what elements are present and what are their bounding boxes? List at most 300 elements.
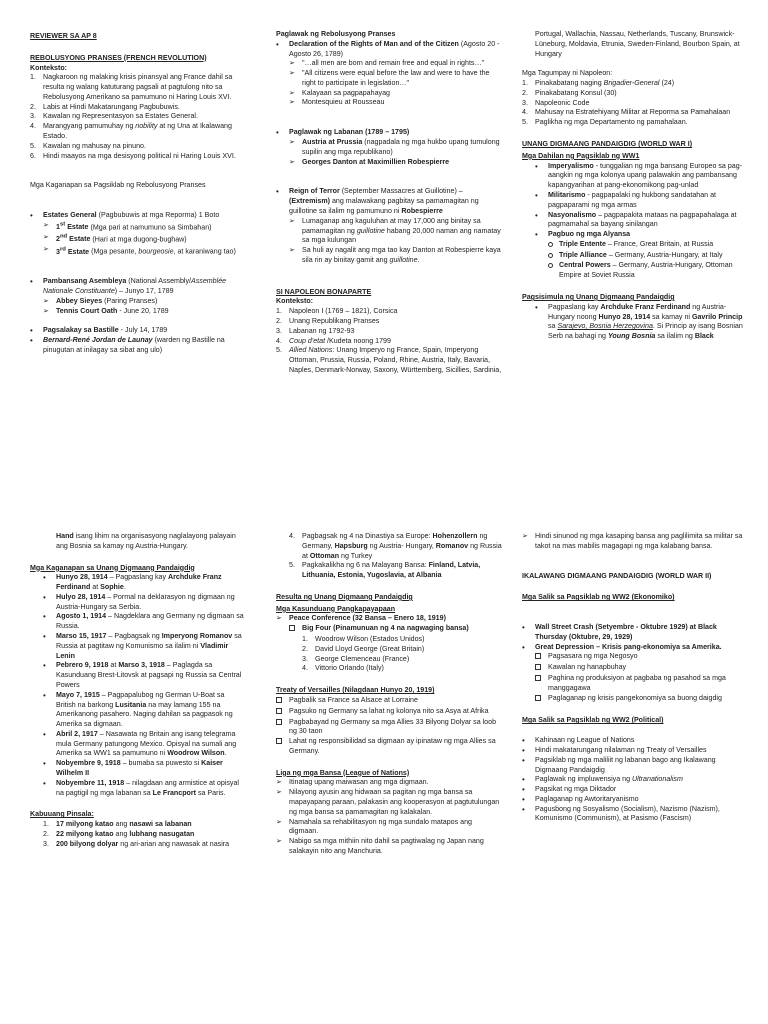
list-item — [30, 691, 245, 730]
list-item-text: Paghina ng produksiyon at pagbaba ng pasahod sa mga manggagawa — [548, 674, 726, 692]
list-item-text: Estates General (Pagbubuwis at mga Reporma) 1 Boto — [43, 211, 220, 220]
list-item-text: Coup d'etat /Kudeta noong 1799 — [289, 336, 391, 345]
section-heading: Paglawak ng Rebolusyong Pranses — [276, 30, 396, 38]
list-number: 6. — [30, 151, 36, 160]
spacer — [30, 267, 245, 277]
list-number: 2. — [276, 316, 282, 325]
list-number: 1. — [276, 307, 282, 316]
list-item — [30, 277, 245, 297]
arrow-bullet-icon: ➢ — [289, 158, 295, 166]
list-item — [30, 142, 245, 152]
list-item-text: Pagsasara ng mga Negosyo — [548, 652, 638, 661]
list-item — [276, 718, 502, 738]
bullet-icon: • — [43, 612, 46, 622]
arrow-bullet-icon: ➢ — [43, 221, 49, 229]
list-item — [276, 635, 502, 645]
list-item-text: "…all men are born and remain free and equal in rights…" — [302, 59, 485, 68]
spacer — [522, 581, 744, 591]
list-item — [276, 337, 502, 347]
bullet-icon: • — [43, 573, 46, 583]
bullet-icon: • — [535, 210, 538, 220]
list-item — [522, 191, 744, 211]
bottom-column-3 — [522, 532, 744, 824]
list-item — [276, 645, 502, 655]
list-item-text: Hulyo 28, 1914 – Pormal na deklarasyon ng digmaan ng Austria-Hungary sa Serbia. — [56, 592, 235, 611]
list-item — [522, 785, 744, 795]
top-column-1 — [30, 30, 245, 356]
list-number: 4. — [289, 532, 295, 540]
list-item — [30, 73, 245, 102]
list-item-text: Imperyalismo - tunggalian ng mga bansang Europeo sa pag-aangkin ng mga kolonya upang palawakin ang pambansang kapangyarihan at pang-ekonomikong pag-unlad — [548, 161, 743, 190]
list-item — [522, 795, 744, 805]
arrow-bullet-icon: ➢ — [43, 234, 49, 242]
section-heading: Pagsisimula ng Unang Digmaang Pandaigdig — [522, 292, 675, 301]
list-item-text: 3rd Estate (Mga pesante, bourgeosie, at karaniwang tao) — [56, 246, 236, 256]
spacer — [522, 603, 744, 613]
list-item-text: Montesquieu at Rousseau — [302, 98, 385, 107]
list-item-text: Pagbalik sa France sa Alsace at Lorraine — [289, 695, 418, 704]
list-item — [522, 303, 744, 342]
list-item-text: Paglawak ng Labanan (1789 – 1795) — [289, 128, 410, 137]
list-item — [30, 661, 245, 690]
bullet-icon: • — [43, 690, 46, 700]
list-item-text: George Clemenceau (France) — [315, 654, 410, 663]
section-heading: Mga Kaganapan sa Unang Digmaang Pandaigdig — [30, 563, 195, 572]
bullet-icon: • — [522, 755, 525, 765]
list-item-text: Nobyembre 9, 1918 – bumaba sa puwesto si Kaiser Wilhelm II — [56, 759, 223, 777]
spacer — [30, 161, 245, 171]
list-item-text: Nilayong ayusin ang hidwaan sa pagitan ng mga bansa sa mapayapang paraan, palakasin ang kooperasyon at pagtutulungan ng mga bansa sa pamamagitan ng kalakalan. — [289, 788, 500, 816]
list-item — [276, 778, 502, 788]
bullet-icon: • — [43, 592, 46, 602]
list-number: 5. — [522, 118, 528, 127]
list-item — [30, 759, 245, 779]
arrow-bullet-icon: ➢ — [276, 818, 282, 826]
list-item-text: Vittorio Orlando (Italy) — [315, 664, 384, 673]
list-item — [30, 221, 245, 233]
list-item — [522, 89, 744, 99]
spacer — [30, 191, 245, 201]
list-item-text: Big Four (Pinamunuan ng 4 na nagwaging bansa) — [302, 624, 469, 633]
circle-bullet-icon — [548, 261, 559, 272]
list-item — [522, 108, 744, 118]
list-item — [522, 736, 744, 746]
list-item-text: Central Powers – Germany, Austria-Hungary, Ottoman Empire at Soviet Russia — [559, 261, 733, 280]
list-item — [276, 59, 502, 69]
list-item-text: Nagkaroon ng malaking krisis pinansyal ang France dahil sa resulta ng walang katuturang pagsali at pagtulong nito sa Rebolusyong Amerikano sa pamumuno ni Haring Louis XVI. — [43, 73, 233, 101]
list-item — [30, 532, 245, 552]
list-item — [30, 593, 245, 613]
spacer — [276, 674, 502, 684]
bullet-icon: • — [30, 326, 33, 336]
list-item — [276, 40, 502, 60]
list-item-text: Marangyang pamumuhay ng nobility at ng Una at Ikalawang Estado. — [43, 122, 232, 141]
paragraph: Mga Kaganapan sa Pagsiklab ng Rebolusyong Pranses — [30, 181, 206, 190]
list-item — [522, 99, 744, 109]
spacer — [30, 42, 245, 52]
list-item-text: Wall Street Crash (Setyembre - Oktubre 1929) at Black Thursday (Oktubre, 29, 1929) — [535, 623, 717, 641]
section-heading: IKALAWANG DIGMAANG PANDAIGDIG (WORLD WAR II) — [522, 571, 712, 580]
bullet-icon: • — [535, 190, 538, 200]
list-item — [30, 730, 245, 759]
checkbox-icon — [276, 718, 289, 729]
checkbox-icon — [535, 652, 548, 663]
list-item-text: Reign of Terror (September Massacres at Guillotine) – (Extremism) ang malawakang pagbitay sa pamamagitan ng guillotine sa ilalim ng pamumuno ni Robespierre — [289, 187, 479, 215]
list-item-text: Abril 2, 1917 – Nasawata ng Britain ang isang telegrama mula Germany patungong Mexico. Opisyal na sumali ang Amerika sa WW1 sa pamumuno ni Woodrow Wilson. — [56, 729, 237, 758]
list-item-text: Triple Alliance – Germany, Austria-Hungary, at Italy — [559, 250, 723, 259]
list-number: 4. — [522, 108, 528, 117]
bullet-icon: • — [522, 775, 525, 785]
list-number: 2. — [302, 644, 308, 653]
list-item — [276, 696, 502, 707]
spacer — [30, 798, 245, 808]
list-item-text: Lumaganap ang kaguluhan at may 17,000 ang binitay sa pamamagitan ng guillotine habang 20,000 naman ang namatay sa mga kulungan — [302, 216, 501, 245]
list-item — [522, 230, 744, 240]
list-item — [522, 30, 744, 59]
list-item — [522, 118, 744, 128]
list-item — [276, 788, 502, 817]
list-item — [276, 346, 502, 375]
bullet-icon: • — [30, 211, 33, 221]
list-item — [522, 694, 744, 705]
section-heading: Konteksto: — [276, 297, 314, 306]
list-item-text: Nasyonalismo – pagpapakita mataas na pagpapahalaga at pagmamahal sa bayang sinilangan — [548, 210, 737, 229]
list-number: 1. — [30, 73, 36, 82]
list-item — [522, 261, 744, 281]
list-item-text: Portugal, Wallachia, Nassau, Netherlands, Tuscany, Brunswick-Lüneburg, Moldavia, Etrunia, Sweden-Finland, Bourbon Spain, at Hungary — [535, 30, 740, 58]
list-item-text: Georges Danton at Maximillien Robespierre — [302, 157, 450, 166]
list-item-text: Triple Entente – France, Great Britain, at Russia — [559, 239, 714, 248]
list-item — [276, 138, 502, 158]
list-item — [30, 830, 245, 840]
list-number: 3. — [522, 98, 528, 107]
list-item-text: "All citizens were equal before the law and were to have the right to participate in legislation…" — [302, 69, 490, 87]
list-item — [30, 612, 245, 632]
list-item-text: Paglaganap ng Awtoritaryanismo — [535, 794, 639, 803]
section-heading: REVIEWER SA AP 8 — [30, 32, 97, 40]
list-item-text: 1st Estate (Mga pari at namumuno sa Simbahan) — [56, 221, 212, 232]
list-item-text: Hindi makatarungang nilalaman ng Treaty of Versailles — [535, 745, 707, 754]
checkbox-icon — [276, 737, 289, 748]
list-item — [30, 245, 245, 257]
checkbox-icon — [535, 694, 548, 705]
bullet-icon: • — [43, 632, 46, 642]
list-item — [276, 89, 502, 99]
list-item — [30, 307, 245, 317]
list-item — [30, 336, 245, 356]
checkbox-icon — [276, 707, 289, 718]
list-item — [522, 623, 744, 643]
bullet-icon: • — [276, 187, 279, 197]
list-number: 2. — [43, 829, 49, 838]
spacer — [522, 562, 744, 572]
paragraph: Mga Tagumpay ni Napoleon: — [522, 69, 613, 78]
list-item-text: Pinakabatang naging Brigadier-General (24) — [535, 79, 675, 88]
bullet-icon: • — [522, 785, 525, 795]
list-item — [522, 251, 744, 262]
arrow-bullet-icon: ➢ — [289, 89, 295, 97]
section-heading: Konteksto: — [30, 63, 68, 72]
spacer — [276, 276, 502, 286]
checkbox-icon — [535, 663, 548, 674]
list-item-text: Napoleon I (1769 – 1821), Corsica — [289, 307, 398, 316]
list-item-text: Mayo 7, 1915 – Pagpapalubog ng German U-Boat sa British na barkong Lusitania na may lamang 155 na Amerikanong pasahero. Naging dahilan sa pagpasok ng Amerika sa digmaan. — [56, 690, 233, 729]
bullet-icon: • — [276, 128, 279, 138]
list-number: 4. — [30, 122, 36, 131]
list-number: 1. — [302, 635, 308, 644]
section-heading: Mga Dahilan ng Pagsiklab ng WW1 — [522, 151, 640, 160]
list-item-text: Kawalan ng hanapbuhay — [548, 663, 627, 672]
list-item-text: Hand isang lihim na organisasyong naglalayong palayain ang Bosnia sa kamay ng Austria-Hungary. — [56, 532, 236, 550]
list-item-text: Lahat ng responsibilidad sa digmaan ay ipinataw ng mga Allies sa Germany. — [289, 737, 496, 755]
list-item-text: Pagsikat ng mga Diktador — [535, 785, 617, 794]
bullet-icon: • — [276, 39, 279, 49]
list-item — [522, 532, 744, 552]
list-item-text: Abbey Sieyes (Paring Pranses) — [56, 296, 158, 305]
spacer — [30, 552, 245, 562]
list-item-text: Paglawak ng impluwensiya ng Ultranationalism — [535, 775, 683, 784]
list-item — [276, 158, 502, 168]
spacer — [276, 266, 502, 276]
list-item — [276, 707, 502, 718]
spacer — [276, 167, 502, 177]
arrow-bullet-icon: ➢ — [276, 779, 282, 787]
spacer — [276, 108, 502, 118]
list-item — [522, 643, 744, 653]
list-item-text: Napoleonic Code — [535, 98, 590, 107]
list-item — [276, 532, 502, 561]
section-heading: Mga Kasunduang Pangkapayapaan — [276, 604, 396, 613]
list-item-text: Declaration of the Rights of Man and of the Citizen (Agosto 20 - Agosto 26, 1789) — [289, 39, 500, 58]
list-item — [276, 664, 502, 674]
list-item — [30, 122, 245, 142]
bullet-icon: • — [522, 804, 525, 814]
list-item-text: Hindi sinunod ng mga kasaping bansa ang paglilimita sa militar sa takot na mas mabilis magagapi ng mga kalabang bansa. — [535, 532, 743, 550]
list-item-text: Tennis Court Oath - June 20, 1789 — [56, 306, 169, 315]
list-item — [522, 79, 744, 89]
list-number: 3. — [302, 654, 308, 663]
list-item — [522, 240, 744, 251]
list-item — [30, 211, 245, 221]
list-item-text: Militarismo - pagpapalaki ng hukbong sandatahan at pagpaparami ng mga armas — [548, 190, 717, 209]
list-item-text: Marso 15, 1917 – Pagbagsak ng Imperyong Romanov sa Russia at pagtitaw ng Komunismo sa ilalim ni Vladimir Lenin — [56, 632, 242, 660]
list-item-text: 200 bilyong dolyar ng ari-arian ang nawasak at nasira — [56, 839, 230, 848]
section-heading: Liga ng mga Bansa (League of Nations) — [276, 768, 410, 777]
arrow-bullet-icon: ➢ — [43, 246, 49, 254]
bullet-icon: • — [522, 745, 525, 755]
page-top-half — [0, 20, 768, 520]
list-item — [276, 655, 502, 665]
checkbox-icon — [276, 696, 289, 707]
checkbox-icon — [535, 674, 548, 685]
list-item — [276, 317, 502, 327]
bullet-icon: • — [535, 161, 538, 171]
list-item-text: Hunyo 28, 1914 – Pagpaslang kay Archduke Franz Ferdinand at Sophie. — [56, 573, 222, 592]
list-item — [522, 805, 744, 825]
arrow-bullet-icon: ➢ — [289, 99, 295, 107]
list-item — [30, 779, 245, 799]
list-item-text: Namahala sa rehabilitasyon ng mga sundalo matapos ang digmaan. — [289, 817, 472, 836]
list-item-text: Pebrero 9, 1918 at Marso 3, 1918 – Paglagda sa Kasunduang Brest-Litovsk at pagsapi ng Russia sa Central Powers — [56, 661, 242, 689]
list-number: 5. — [276, 346, 282, 355]
list-item-text: Hindi maayos na mga desisyong political ni Haring Louis XVI. — [43, 151, 236, 160]
list-item-text: Austria at Prussia (nagpadala ng mga hukbo upang tumulong supilin ang mga republikano) — [302, 138, 500, 156]
arrow-bullet-icon: ➢ — [43, 297, 49, 305]
arrow-bullet-icon: ➢ — [522, 533, 528, 540]
list-item-text: Mahusay na Estratehiyang Militar at Reporma sa Pamahalaan — [535, 108, 731, 117]
spacer — [30, 316, 245, 326]
list-item-text: Peace Conference (32 Bansa – Enero 18, 1919) — [289, 614, 446, 623]
list-item-text: Kawalan ng Representasyon sa Estates General. — [43, 112, 198, 121]
bullet-icon: • — [30, 336, 33, 346]
list-number: 3. — [43, 839, 49, 848]
top-column-2 — [276, 30, 502, 376]
arrow-bullet-icon: ➢ — [43, 307, 49, 315]
bullet-icon: • — [522, 736, 525, 746]
list-item — [522, 162, 744, 191]
list-item — [30, 103, 245, 113]
bullet-icon: • — [30, 277, 33, 287]
list-item — [522, 775, 744, 785]
list-item — [276, 327, 502, 337]
list-item — [30, 297, 245, 307]
bullet-icon: • — [43, 759, 46, 769]
list-number: 3. — [30, 112, 36, 121]
list-item-text: Pagsiklab ng mga maliliit ng labanan bago ang Ikalawang Digmaang Pandaigdig — [535, 755, 716, 774]
list-item — [30, 152, 245, 162]
list-item — [276, 69, 502, 89]
bullet-icon: • — [522, 642, 525, 652]
spacer — [276, 177, 502, 187]
list-item — [30, 820, 245, 830]
list-number: 1. — [43, 820, 49, 829]
bullet-icon: • — [522, 794, 525, 804]
section-heading: Mga Salik sa Pagsiklab ng WW2 (Ekonomiko) — [522, 593, 675, 602]
spacer — [522, 613, 744, 623]
list-item-text: Pagbuo ng mga Alyansa — [548, 230, 631, 239]
bullet-icon: • — [43, 729, 46, 739]
bullet-icon: • — [522, 623, 525, 633]
list-item — [522, 756, 744, 776]
list-item-text: Paglaganap ng krisis pangekonomiya sa buong daigdig — [548, 693, 722, 702]
list-item — [276, 98, 502, 108]
list-item — [276, 246, 502, 266]
spacer — [276, 757, 502, 767]
section-heading: Mga Salik sa Pagsiklab ng WW2 (Political) — [522, 716, 664, 725]
list-item-text: Itinatag upang maiwasan ang mga digmaan. — [289, 778, 429, 787]
list-item — [522, 211, 744, 231]
list-number: 2. — [522, 88, 528, 97]
list-item-text: Woodrow Wilson (Estados Unidos) — [315, 635, 425, 644]
list-item — [276, 837, 502, 857]
list-item-text: Pagusbong ng Sosyalismo (Socialism), Nazismo (Nazism), Komunismo (Communism), at Pasismo (Fascism) — [535, 804, 720, 823]
section-heading: SI NAPOLEON BONAPARTE — [276, 287, 372, 296]
list-item — [276, 128, 502, 138]
list-item-text: 17 milyong katao ang nasawi sa labanan — [56, 820, 192, 829]
spacer — [522, 726, 744, 736]
list-item-text: Paglikha ng mga Departamento ng pamahalaan. — [535, 118, 688, 127]
list-item — [30, 233, 245, 245]
bullet-icon: • — [535, 302, 538, 312]
list-item — [30, 632, 245, 661]
list-item — [522, 746, 744, 756]
list-item-text: Nabigo sa mga mithiin nito dahil sa pagtiwalag ng Japan nang salakayin nito ang Manchuria. — [289, 837, 484, 855]
list-item — [30, 112, 245, 122]
list-number: 5. — [289, 561, 295, 570]
section-heading: Resulta ng Unang Digmaang Pandaigdig — [276, 592, 413, 601]
top-column-3 — [522, 30, 744, 342]
list-item — [522, 652, 744, 663]
page-bottom-half — [0, 522, 768, 1022]
list-item — [276, 561, 502, 581]
bullet-icon: • — [535, 230, 538, 240]
list-item-text: Sa huli ay nagalit ang mga tao kay Danton at Robespierre kaya sila rin ay binitay gamit ang guillotine. — [302, 246, 501, 264]
bottom-column-1 — [30, 532, 245, 849]
list-item — [276, 737, 502, 757]
list-item-text: Nobyembre 11, 1918 – nilagdaan ang armistice at opisyal na pagtigil ng mga labanan sa Le Francport sa Paris. — [56, 778, 239, 797]
spacer — [522, 552, 744, 562]
list-item-text: Kalayaan sa pagpapahayag — [302, 88, 390, 97]
list-item-text: Pagsuko ng Germany sa lahat ng kolonya nito sa Asya at Afrika — [289, 706, 489, 715]
list-item-text: Labis at Hindi Makatarungang Pagbubuwis. — [43, 102, 180, 111]
list-item — [276, 624, 502, 635]
list-item-text: Pinakabatang Konsul (30) — [535, 88, 617, 97]
list-number: 1. — [522, 79, 528, 88]
list-item-text: Pagbagsak ng 4 na Dinastiya sa Europe: Hohenzollern ng Germany, Hapsburg ng Austria- Hungary, Romanov ng Russia at Ottoman ng Turkey — [302, 532, 502, 560]
list-item — [30, 573, 245, 593]
list-number: 5. — [30, 141, 36, 150]
circle-bullet-icon — [548, 251, 559, 262]
list-item — [276, 307, 502, 317]
list-item-text: 22 milyong katao ang lubhang nasugatan — [56, 829, 195, 838]
list-item — [276, 187, 502, 216]
list-item — [30, 326, 245, 336]
section-heading: Kabuuang Pinsala: — [30, 810, 94, 819]
spacer — [522, 281, 744, 291]
bullet-icon: • — [43, 661, 46, 671]
list-number: 4. — [276, 336, 282, 345]
list-item-text: Pagpaslang kay Archduke Franz Ferdinand ng Austria-Hungary noong Hunyo 28, 1914 sa kamay ni Gavrilo Princip sa Sarajevo, Bosnia Herzegovina. Si Princip ay isang Bosnian Serb na bahagi ng Young Bosnia sa ilalim ng Black — [548, 302, 743, 341]
spacer — [522, 704, 744, 714]
spacer — [276, 118, 502, 128]
checkbox-icon — [289, 624, 302, 635]
list-item — [276, 818, 502, 838]
spacer — [522, 59, 744, 69]
spacer — [30, 257, 245, 267]
bullet-icon: • — [43, 778, 46, 788]
list-item-text: Bernard-René Jordan de Launay (warden ng Bastille na pinugutan at inilagay sa sibat ang ulo) — [43, 336, 225, 355]
spacer — [30, 171, 245, 181]
list-item — [276, 217, 502, 246]
list-item — [276, 614, 502, 624]
section-heading: REBOLUSYONG PRANSES (FRENCH REVOLUTION) — [30, 53, 207, 62]
arrow-bullet-icon: ➢ — [289, 217, 295, 225]
spacer — [522, 128, 744, 138]
list-number: 4. — [302, 664, 308, 673]
list-item-text: Allied Nations: Unang Imperyo ng France, Spain, Imperyong Ottoman, Prussia, Russia, Poland, Rhine, Austria, Italy, Bavaria, Naples, Denmark-Norway, Saxony, Württemberg, Sicillies, Sardinia, — [289, 346, 502, 374]
spacer — [276, 581, 502, 591]
list-item-text: Unang Republikang Pranses — [289, 316, 380, 325]
list-item-text: Kahinaan ng League of Nations — [535, 736, 635, 745]
arrow-bullet-icon: ➢ — [289, 139, 295, 147]
list-item-text: Great Depression – Krisis pang-ekonomiya sa Amerika. — [535, 642, 722, 651]
list-number: 2. — [30, 102, 36, 111]
list-item-text: Pambansang Asembleya (National Assembly/Assemblée Nationale Constituante) – Junyo 17, 1789 — [43, 277, 227, 296]
arrow-bullet-icon: ➢ — [276, 838, 282, 846]
list-item-text: Labanan ng 1792-93 — [289, 326, 355, 335]
list-item-text: David Lloyd George (Great Britain) — [315, 644, 425, 653]
list-item-text: Pagsalakay sa Bastille - July 14, 1789 — [43, 326, 168, 335]
